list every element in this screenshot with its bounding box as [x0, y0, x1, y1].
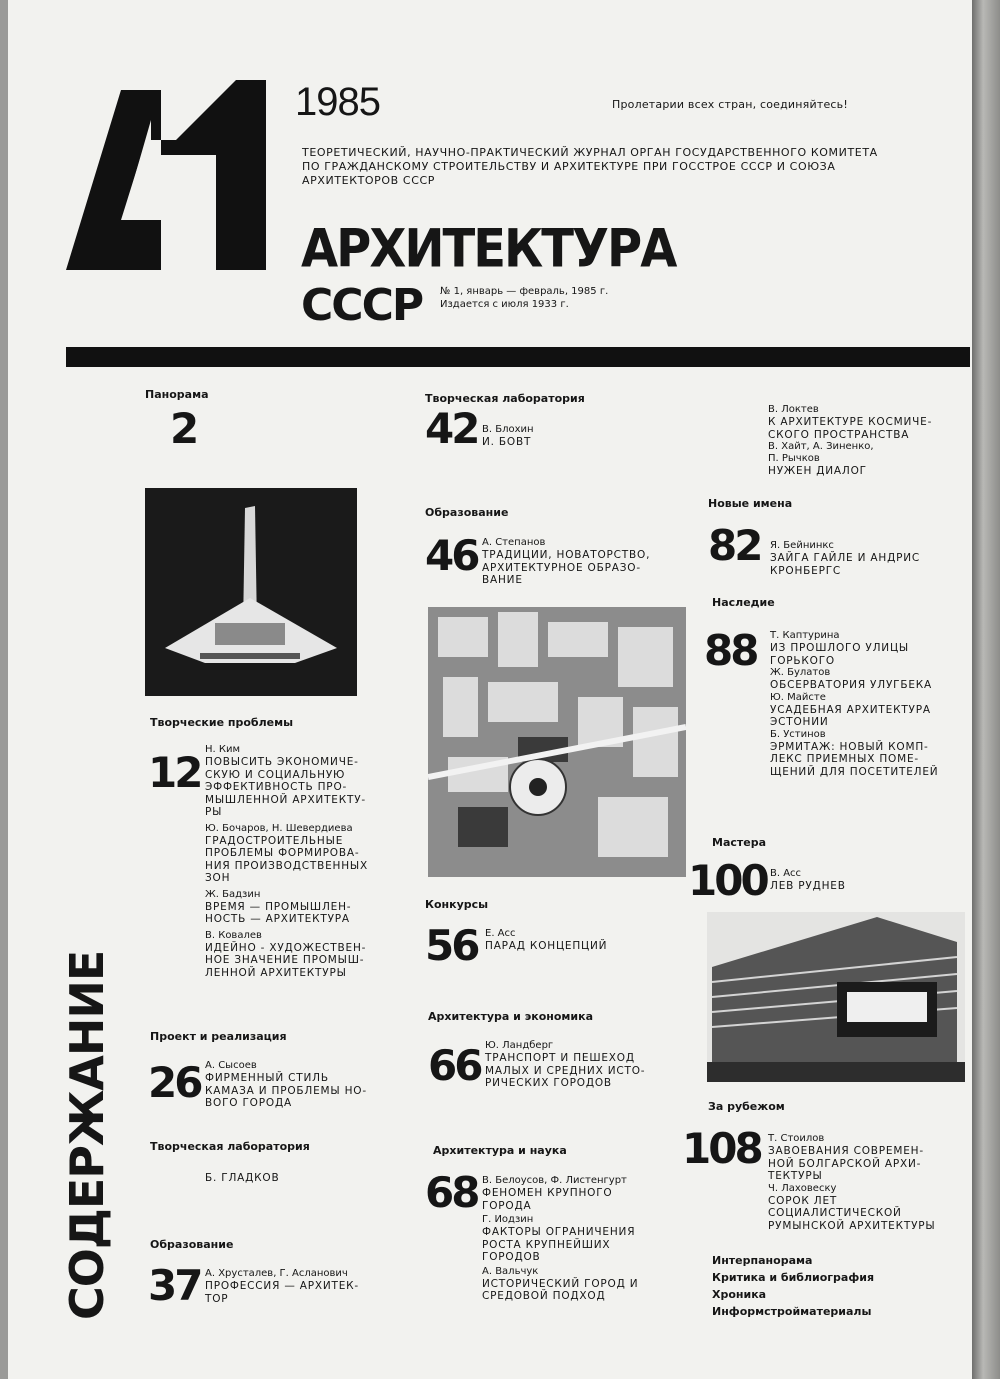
- page-number: 26: [148, 1058, 201, 1107]
- author: А. Степанов: [482, 537, 546, 548]
- section-creative-problems: Творческие проблемы: [150, 716, 294, 729]
- article-title: ЛЕВ РУДНЕВ: [770, 880, 846, 892]
- section-education: Образование: [150, 1238, 234, 1251]
- journal-subtitle: ТЕОРЕТИЧЕСКИЙ, НАУЧНО-ПРАКТИЧЕСКИЙ ЖУРНАЛ ОРГАН ГОСУДАРСТВЕННОГО КОМИТЕТА ПО ГРАЖДАНСКОМУ СТРОИТЕЛЬСТВУ И АРХИТЕКТУРЕ ПРИ ГОССТРОЕ СССР И СОЮЗА АРХИТЕКТОРОВ СССР: [302, 146, 878, 187]
- article-project: [205, 1060, 405, 1110]
- article-title: ТРАНСПОРТ И ПЕШЕХОД МАЛЫХ И СРЕДНИХ ИСТО- РИЧЕСКИХ ГОРОДОВ: [485, 1052, 646, 1089]
- article-title: ЗАВОЕВАНИЯ СОВРЕМЕН- НОЙ БОЛГАРСКОЙ АРХИ- ТЕКТУРЫ: [768, 1145, 924, 1182]
- author: А. Вальчук: [482, 1265, 539, 1277]
- article-title: ОБСЕРВАТОРИЯ УЛУГБЕКА: [770, 679, 933, 691]
- section-new-names: Новые имена: [708, 497, 793, 510]
- author: В. Белоусов, Ф. Листенгурт: [482, 1175, 627, 1186]
- author: Ю. Бочаров, Н. Шевердиева: [205, 822, 353, 834]
- author: Ю. Майсте: [770, 691, 826, 703]
- section-science: Архитектура и наука: [433, 1144, 567, 1157]
- author: Ж. Булатов: [770, 667, 831, 678]
- article-title: ИЗ ПРОШЛОГО УЛИЦЫ ГОРЬКОГО: [770, 642, 909, 667]
- issue-year: 1985: [295, 80, 380, 124]
- section-heritage: Наследие: [712, 596, 775, 609]
- article-title: ЗАЙГА ГАЙЛЕ И АНДРИС КРОНБЕРГС: [770, 552, 920, 577]
- section-interpanorama: Интерпанорама: [712, 1254, 813, 1267]
- articles-abroad: [768, 1133, 968, 1232]
- author: В. Хайт, А. Зиненко, П. Рычков: [768, 441, 874, 464]
- author: В. Ковалев: [205, 929, 262, 941]
- page-number: 100: [688, 856, 767, 905]
- article-title: ГРАДОСТРОИТЕЛЬНЫЕ ПРОБЛЕМЫ ФОРМИРОВА- НИЯ ПРОИЗВОДСТВЕННЫХ ЗОН: [205, 834, 368, 884]
- article-economy: [485, 1040, 695, 1090]
- article-title: ТРАДИЦИИ, НОВАТОРСТВО, АРХИТЕКТУРНОЕ ОБРАЗО- ВАНИЕ: [482, 549, 651, 586]
- building-photo: [707, 912, 965, 1082]
- section-economy: Архитектура и экономика: [428, 1010, 593, 1023]
- author: Т. Стоилов: [768, 1133, 825, 1144]
- a1-logo: [66, 80, 296, 270]
- page-number: 12: [148, 748, 201, 797]
- article-title: НУЖЕН ДИАЛОГ: [768, 465, 867, 477]
- article-title: СОРОК ЛЕТ СОЦИАЛИСТИЧЕСКОЙ РУМЫНСКОЙ АРХИТЕКТУРЫ: [768, 1194, 936, 1232]
- page-number: 82: [708, 521, 761, 570]
- issue-number: № 1, январь — февраль, 1985 г.: [440, 286, 609, 297]
- article-title: ФАКТОРЫ ОГРАНИЧЕНИЯ РОСТА КРУПНЕЙШИХ ГОРОДОВ: [482, 1226, 636, 1263]
- author: Б. Устинов: [770, 728, 826, 740]
- author: Ж. Бадзин: [205, 888, 261, 900]
- page-number: 46: [425, 531, 478, 580]
- section-masters: Мастера: [712, 836, 767, 849]
- section-lab: Творческая лаборатория: [425, 392, 585, 405]
- article-title: ИДЕЙНО - ХУДОЖЕСТВЕН- НОЕ ЗНАЧЕНИЕ ПРОМЫШ- ЛЕННОЙ АРХИТЕКТУРЫ: [205, 941, 367, 979]
- author: Т. Каптурина: [770, 630, 840, 641]
- article-title: УСАДЕБНАЯ АРХИТЕКТУРА ЭСТОНИИ: [770, 703, 931, 728]
- article-title: ФЕНОМЕН КРУПНОГО ГОРОДА: [482, 1187, 613, 1212]
- article-title: ПАРАД КОНЦЕПЦИЙ: [485, 940, 608, 952]
- section-chronicle: Хроника: [712, 1288, 767, 1301]
- article-education: [205, 1268, 405, 1305]
- other-sections: [712, 1252, 874, 1320]
- article-contests: [485, 928, 607, 953]
- page-number: 2: [170, 404, 197, 453]
- section-contests: Конкурсы: [425, 898, 489, 911]
- author: Г. Иодзин: [482, 1214, 534, 1225]
- section-lab: Творческая лаборатория: [150, 1140, 310, 1153]
- articles-lab-continued: [768, 404, 958, 478]
- page-number: 108: [682, 1124, 761, 1173]
- monument-photo: [145, 488, 357, 696]
- page-number: 37: [148, 1261, 201, 1310]
- author: Е. Асс: [485, 928, 516, 939]
- article-lab: [482, 424, 534, 449]
- journal-title-ussr: СССР: [301, 280, 423, 331]
- lab-author: Б. ГЛАДКОВ: [205, 1172, 280, 1184]
- issue-info: [440, 285, 608, 311]
- page-number: 56: [425, 921, 478, 970]
- page-number: 88: [704, 626, 757, 675]
- author: В. Локтев: [768, 404, 819, 415]
- article-education: [482, 537, 692, 587]
- article-title: ИСТОРИЧЕСКИЙ ГОРОД И СРЕДОВОЙ ПОДХОД: [482, 1277, 639, 1302]
- article-new-names: [770, 540, 970, 577]
- article-title: И. БОВТ: [482, 436, 532, 448]
- articles-science: [482, 1175, 692, 1303]
- section-project: Проект и реализация: [150, 1030, 287, 1043]
- article-title: ПОВЫСИТЬ ЭКОНОМИЧЕ- СКУЮ И СОЦИАЛЬНУЮ ЭФФЕКТИВНОСТЬ ПРО- МЫШЛЕННОЙ АРХИТЕКТУ- РЫ: [205, 756, 366, 818]
- author: Ю. Ландберг: [485, 1040, 554, 1051]
- article-title: ВРЕМЯ — ПРОМЫШЛЕН- НОСТЬ — АРХИТЕКТУРА: [205, 900, 352, 925]
- journal-title: АРХИТЕКТУРА: [301, 218, 676, 280]
- article-title: ЭРМИТАЖ: НОВЫЙ КОМП- ЛЕКС ПРИЕМНЫХ ПОМЕ- ЩЕНИЙ ДЛЯ ПОСЕТИТЕЛЕЙ: [770, 740, 939, 778]
- section-materials: Информстройматериалы: [712, 1305, 872, 1318]
- section-education: Образование: [425, 506, 509, 519]
- article-title: К АРХИТЕКТУРЕ КОСМИЧЕ- СКОГО ПРОСТРАНСТВА: [768, 416, 933, 441]
- article-masters: [770, 868, 846, 893]
- articles-heritage: [770, 630, 970, 778]
- author: В. Асс: [770, 868, 802, 879]
- page-number: 66: [428, 1041, 481, 1090]
- contents-heading: СОДЕРЖАНИЕ: [60, 950, 114, 1320]
- author: А. Хрусталев, Г. Асланович: [205, 1268, 348, 1279]
- author: Н. Ким: [205, 744, 241, 755]
- page-edge: [972, 0, 1000, 1379]
- page-number: 68: [425, 1168, 478, 1217]
- section-criticism: Критика и библиография: [712, 1271, 875, 1284]
- author: Ч. Лаховеску: [768, 1182, 837, 1194]
- author: В. Блохин: [482, 424, 534, 435]
- city-model-photo: [428, 607, 686, 877]
- section-abroad: За рубежом: [708, 1100, 785, 1113]
- articles-creative-problems: [205, 744, 405, 979]
- page-number: 42: [425, 404, 478, 453]
- article-title: ФИРМЕННЫЙ СТИЛЬ КАМАЗА И ПРОБЛЕМЫ НО- ВОГО ГОРОДА: [205, 1072, 367, 1109]
- header-rule: [66, 347, 970, 367]
- author: А. Сысоев: [205, 1060, 257, 1071]
- section-panorama: Панорама: [145, 388, 209, 401]
- published-since: Издается с июля 1933 г.: [440, 299, 569, 310]
- motto: Пролетарии всех стран, соединяйтесь!: [612, 98, 848, 111]
- article-title: ПРОФЕССИЯ — АРХИТЕК- ТОР: [205, 1280, 360, 1305]
- author: Я. Бейнинкс: [770, 540, 834, 551]
